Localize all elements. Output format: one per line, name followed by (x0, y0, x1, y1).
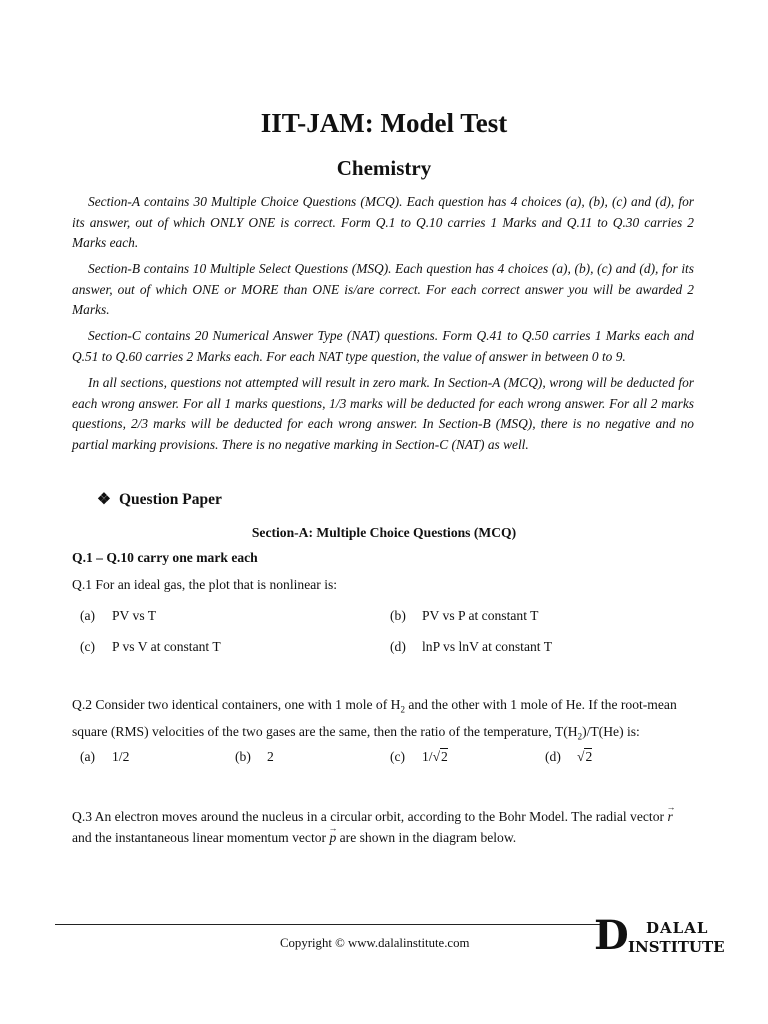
instruction-section-c: Section-C contains 20 Numerical Answer Type (NAT) questions. Form Q.41 to Q.50 carries 1 Marks each and Q.51 to Q.60 carries 2 Marks each. For each NAT type question, the value of answer in between 0 to 9. (72, 328, 694, 364)
q2-option-c: (c) 1/√2 (390, 749, 448, 764)
question-3: Q.3 An electron moves around the nucleus in a circular orbit, according to the Bohr Model. The radial vector → r and the instantaneous linear momentum vector → p are shown in the diagram below. (72, 806, 694, 848)
q2-option-d: (d) √2 (545, 749, 593, 764)
q2-option-b: (b) 2 (235, 749, 274, 764)
q1-option-c: (c) P vs V at constant T (80, 639, 221, 654)
instruction-section-b: Section-B contains 10 Multiple Select Questions (MSQ). Each question has 4 choices (a), (b), (c) and (d), for its answer, out of which ONE or MORE than ONE is/are correct. For each correct answer you will be awarded 2 Marks. (72, 261, 694, 318)
footer-divider (55, 924, 600, 925)
q2-option-a: (a) 1/2 (80, 749, 130, 764)
section-a-title: Section-A: Multiple Choice Questions (MCQ) (251, 525, 517, 540)
vector-p: → p (329, 827, 336, 848)
dalal-logo-icon: D (594, 912, 629, 959)
page-title: IIT-JAM: Model Test (260, 108, 508, 138)
q1-option-b: (b) PV vs P at constant T (390, 608, 539, 623)
q1-option-d: (d) lnP vs lnV at constant T (390, 639, 553, 654)
sqrt-icon: √ (577, 749, 585, 764)
logo-text-institute: INSTITUTE (628, 938, 725, 956)
subject-title: Chemistry (336, 156, 432, 180)
diamond-bullet-icon: ❖ (97, 491, 111, 508)
vector-r: → r (667, 806, 672, 827)
q1-option-a: (a) PV vs T (80, 608, 157, 623)
sqrt-icon: √ (432, 749, 441, 764)
question-2: Q.2 Consider two identical containers, one with 1 mole of $H_2$ and the other with 1 mole of He. If the root-mean square (RMS) velocities of the two gases are the same, then the ratio of the temperature, $T(H_2)/T(He)$ is: (72, 697, 677, 742)
logo-text-dalal: DALAL (646, 919, 709, 937)
instruction-marking: In all sections, questions not attempted will result in zero mark. In Section-A (MCQ), wrong will be deducted for each wrong answer. For all 1 marks questions, 1/3 marks will be deducted for each wrong answer. For all 2 marks questions, 2/3 marks will be deducted for each wrong answer. In Section-B (MSQ), there is no negative and no partial marking provisions. There is no negative marking in Section-C (NAT) as well. (72, 375, 694, 452)
marks-note: Q.1 – Q.10 carry one mark each (72, 550, 258, 565)
question-paper-heading: ❖ Question Paper (97, 491, 222, 508)
question-1: Q.1 For an ideal gas, the plot that is nonlinear is: (72, 577, 338, 592)
instruction-section-a: Section-A contains 30 Multiple Choice Questions (MCQ). Each question has 4 choices (a), (b), (c) and (d), for its answer, out of which ONLY ONE is correct. Form Q.1 to Q.10 carries 1 Marks and Q.11 to Q.30 carries 2 Marks each. (72, 194, 694, 251)
footer-copyright: Copyright © www.dalalinstitute.com (280, 936, 470, 950)
